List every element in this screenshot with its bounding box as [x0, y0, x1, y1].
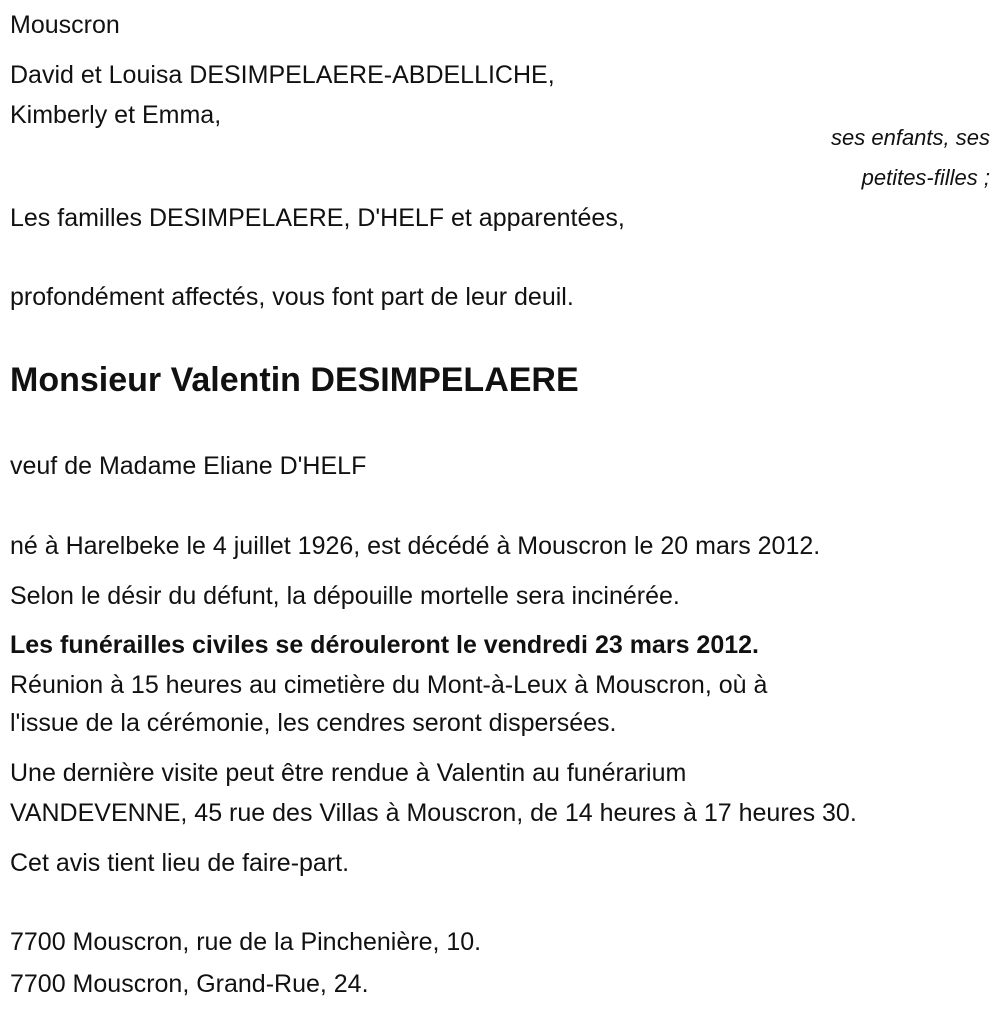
family-line-1: David et Louisa DESIMPELAERE-ABDELLICHE,	[10, 61, 555, 89]
relation-line-2: petites-filles ;	[861, 165, 990, 190]
address-2: 7700 Mouscron, Grand-Rue, 24.	[10, 970, 369, 998]
relation-line-1: ses enfants, ses	[831, 125, 990, 150]
family-line-2: Kimberly et Emma,	[10, 101, 222, 129]
deceased-name: Monsieur Valentin DESIMPELAERE	[10, 361, 579, 399]
city: Mouscron	[10, 11, 120, 39]
funeral-date: Les funérailles civiles se dérouleront le vendredi 23 mars 2012.	[10, 631, 759, 659]
visit-line-1: Une dernière visite peut être rendue à Valentin au funérarium	[10, 759, 687, 787]
cremation: Selon le désir du défunt, la dépouille mortelle sera incinérée.	[10, 582, 680, 610]
visit-line-2: VANDEVENNE, 45 rue des Villas à Mouscron, de 14 heures à 17 heures 30.	[10, 799, 857, 827]
announcement: profondément affectés, vous font part de leur deuil.	[10, 283, 574, 311]
notice: Cet avis tient lieu de faire-part.	[10, 849, 350, 877]
meeting-line-2: l'issue de la cérémonie, les cendres seront dispersées.	[10, 709, 617, 737]
spouse: veuf de Madame Eliane D'HELF	[10, 452, 367, 480]
address-1: 7700 Mouscron, rue de la Pinchenière, 10.	[10, 928, 482, 956]
meeting-line-1: Réunion à 15 heures au cimetière du Mont-à-Leux à Mouscron, où à	[10, 671, 768, 699]
family-line-3: Les familles DESIMPELAERE, D'HELF et apparentées,	[10, 204, 625, 232]
birth-death: né à Harelbeke le 4 juillet 1926, est décédé à Mouscron le 20 mars 2012.	[10, 532, 821, 560]
